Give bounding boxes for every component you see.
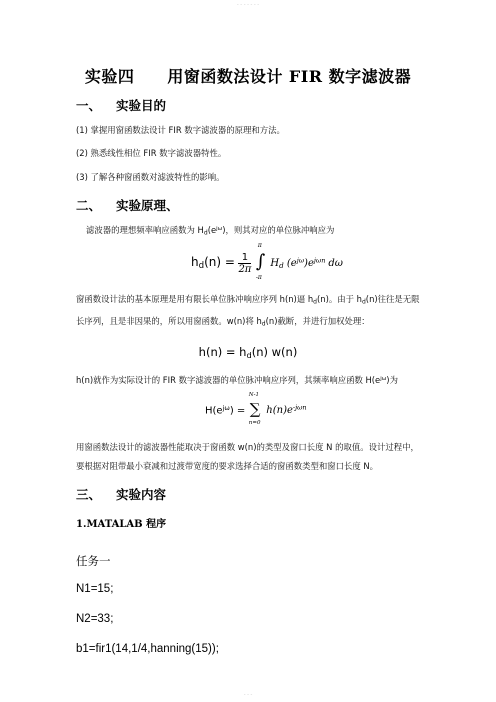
fraction: $\frac{1}{2\pi}$	[238, 251, 252, 275]
integrand: $H_d$ $(e^{j\omega})e^{j\omega n}$ dω	[270, 256, 343, 270]
section-label: 实验内容	[116, 487, 167, 502]
equation-lhs: $H(e^{j\omega})$ =	[205, 403, 246, 417]
section-heading-content	[76, 485, 166, 503]
code-line: N2=33;	[76, 613, 114, 625]
section-number: 一、	[76, 98, 102, 113]
integral-sign: π ∫ -π	[255, 242, 266, 281]
equation-truncation: $h(n) = h_d(n)$ w(n)	[198, 345, 298, 361]
window-method-paragraph: 窗函数设计法的基本原理是用有限长单位脉冲响应序列 h(n)逼 $h_d(n)$。由于 $h_d(n)$往往是无限长序列，且是非因果的，所以用窗函数。w(n)将 $h_d(n)$截断，并进行加权处理：	[76, 294, 420, 327]
section-heading-principle	[76, 196, 179, 214]
code-line: b1=fir1(14,1/4,hanning(15));	[76, 643, 219, 655]
program-heading: 1.MATALAB 程序	[76, 519, 167, 530]
section-heading-objectives	[76, 96, 166, 114]
fir-response-paragraph: h(n)就作为实际设计的 FIR 数字滤波器的单位脉冲响应序列，其频率响应函数 $H(e^{j\omega})$为	[76, 375, 398, 385]
section-number: 三、	[76, 487, 102, 502]
header-mark: - - - - - - -	[236, 2, 260, 8]
conclusion-paragraph: 用窗函数法设计的滤波器性能取决于窗函数 w(n)的类型及窗口长度 N 的取值。设计过程中，要根据对阻带最小衰减和过渡带宽度的要求选择合适的窗函数类型和窗口长度 N。	[76, 442, 419, 471]
section-label: 实验目的	[116, 98, 167, 113]
objective-item: (3) 了解各种窗函数对滤波特性的影响。	[76, 172, 225, 182]
code-line: 任务一	[76, 556, 111, 568]
equation-impulse-response	[191, 242, 343, 281]
code-line: N1=15;	[76, 583, 114, 595]
section-number: 二、	[76, 198, 102, 213]
objective-item: (2) 熟悉线性相位 FIR 数字滤波器特性。	[76, 148, 227, 158]
section-label: 实验原理、	[116, 198, 179, 213]
principle-intro: 滤波器的理想频率响应函数为 $H_d(e^{j\omega})$，则其对应的单位脉冲响应为	[86, 225, 335, 237]
equation-lhs: $h_d(n)$ =	[191, 254, 235, 272]
document-title: 实验四 用窗函数法设计 FIR 数字滤波器	[84, 67, 412, 86]
equation-frequency-response	[205, 392, 307, 426]
footer-mark: - - -	[243, 692, 253, 698]
objective-item: (1) 掌握用窗函数法设计 FIR 数字滤波器的原理和方法。	[76, 125, 285, 135]
summand: $h(n)e^{-j\omega n}$	[266, 403, 307, 417]
summation-sign: N-1 ∑ n=0	[248, 392, 261, 426]
